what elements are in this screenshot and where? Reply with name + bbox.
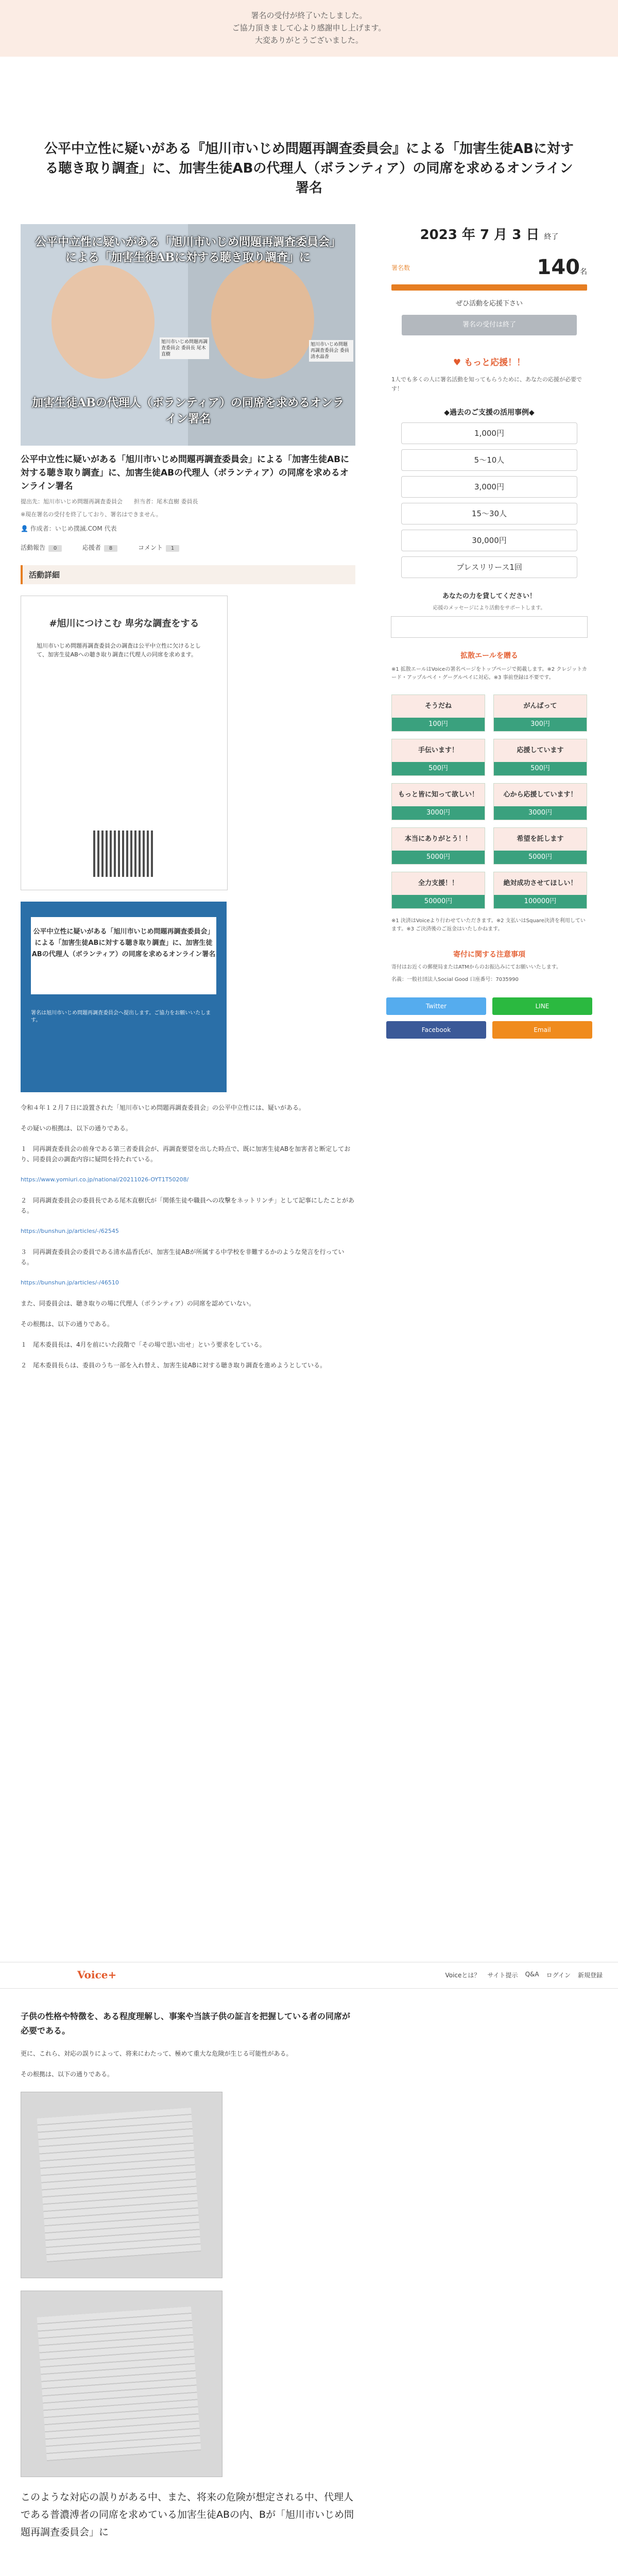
tab-label: 応援者: [82, 544, 101, 551]
person-portrait-right: [211, 260, 314, 379]
signature-count: [537, 256, 588, 279]
page-title: 公平中立性に疑いがある『旭川市いじめ問題再調査委員会』による「加害生徒ABに対する聴き取り調査」に、加害生徒ABの代理人（ボランティア）の同席を求めるオンライン署名: [44, 141, 574, 196]
tab-count: 8: [104, 545, 117, 552]
hero-image: [21, 224, 355, 446]
yell-option-label: もっと皆に知って欲しい！: [398, 791, 478, 799]
tab-count: 0: [48, 545, 62, 552]
yell-option-price: 300円: [494, 718, 587, 731]
yell-option-price: 500円: [494, 762, 587, 775]
body-paragraph: 更に、これら、対応の誤りによって、将来にわたって、極めて重大な危険が生じる可能性がある。: [21, 2050, 293, 2057]
tab-supporters[interactable]: [82, 543, 117, 552]
author-name: 作成者：いじめ撲滅.COM 代表: [30, 525, 117, 532]
reference-link[interactable]: https://bunshun.jp/articles/-/46510: [21, 1279, 119, 1286]
section-activity-details: 活動詳細: [21, 565, 355, 584]
body-paragraph: １ 尾木委員長は、4月を前にいた段階で「その場で思い出せ」という要求をしている。: [21, 1341, 266, 1348]
yell-option-label: 本当にありがとう！！: [404, 835, 472, 843]
usage-amount: 1,000円: [401, 422, 577, 444]
yell-option[interactable]: [391, 783, 485, 820]
document-text-lines: [37, 2307, 201, 2461]
name-plate-right: 旭川市いじめ問題再調査委員会 委員 清水晶香: [309, 340, 353, 362]
body-paragraph: ３ 同再調査委員会の委員である清水晶香氏が、加害生徒ABが所属する中学校を非難するかのような発言を行っている。: [21, 1248, 345, 1266]
yell-option[interactable]: [391, 872, 485, 909]
share-buttons: [386, 997, 592, 1039]
yell-option-label: 希望を託します: [517, 835, 564, 843]
petition-tabs: [21, 543, 355, 552]
nav-link-signup[interactable]: 新規登録: [577, 1972, 603, 1979]
usage-amount: 3,000円: [401, 476, 577, 498]
yell-option-label: 心から応援しています！: [503, 791, 577, 799]
yell-option[interactable]: [493, 739, 587, 776]
nav-link-faq[interactable]: Q&A: [525, 1971, 539, 1978]
payment-notes: ※1 決済はVoiceより行わせていただきます。※2 支払いはSquare決済を利用しています。※3 ご決済後のご返金はいたしかねます。: [391, 918, 586, 932]
banner-line-1: 署名の受付が終了いたしました。: [251, 11, 367, 20]
signature-closed-button[interactable]: 署名の受付は終了: [402, 315, 577, 335]
yell-option-price: 100円: [392, 718, 485, 731]
name-plate-left: 旭川市いじめ問題再調査委員会 委員長 尾木直樹: [160, 337, 209, 359]
site-logo[interactable]: Voice+: [77, 1969, 117, 1981]
tab-comments[interactable]: [138, 543, 179, 552]
body-paragraph: その根拠は、以下の通りである。: [21, 1320, 114, 1328]
poster-1-body: 旭川市いじめ問題再調査委員会の調査は公平中立性に欠けるとして、加害生徒ABへの聴き取り調査に代理人の同席を求めます。: [37, 642, 201, 658]
tab-count: 1: [166, 545, 179, 552]
cheer-message-input[interactable]: [391, 616, 588, 638]
banner-line-2: ご協力頂きまして心より感謝申し上げます。: [232, 23, 386, 32]
poster-2-title: 公平中立性に疑いがある「旭川市いじめ問題再調査委員会」による「加害生徒ABに対する聴き取り調査」に、加害生徒ABの代理人（ボランティア）の同席を求めるオンライン署名: [31, 917, 216, 994]
yell-option[interactable]: [493, 694, 587, 732]
cheer-subtext: 応援のメッセージにより活動をサポートします。: [433, 605, 546, 611]
author-line[interactable]: [21, 524, 355, 533]
expand-yell-notes: ※1 拡散エールはVoiceの署名ページをトップページで掲載します。※2 クレジットカード・アップルペイ・グーグルペイに対応。※3 事前登録は不要です。: [391, 667, 587, 681]
petition-body: [21, 1103, 355, 1370]
nav-link-about[interactable]: Voiceとは？: [445, 1972, 480, 1979]
yell-option[interactable]: [493, 827, 587, 865]
body-paragraph: ２ 尾木委員長らは、委員のうち一部を入れ替え、加害生徒ABに対する聴き取り調査を進めようとしている。: [21, 1362, 327, 1369]
usage-amount: 5〜10人: [401, 449, 577, 471]
signature-count-unit: 名: [580, 268, 587, 276]
main-column: [21, 224, 355, 1370]
petition-heading: 公平中立性に疑いがある「旭川市いじめ問題再調査委員会」による「加害生徒ABに対する聴き取り調査」に、加害生徒ABの代理人（ボランティア）の同席を求めるオンライン署名: [21, 454, 350, 492]
donation-text: 寄付はお近くの郵便局またはATMからのお振込みにてお願いいたします。: [391, 964, 562, 970]
petition-body-continued: [21, 1999, 355, 2541]
poster-1-title: #旭川につけこむ 卑劣な調査をする: [49, 618, 199, 629]
nav-link-site[interactable]: サイト提示: [487, 1972, 518, 1979]
petition-closed-note: ※現在署名の受付を終了しており、署名はできません。: [21, 511, 162, 518]
end-date: [381, 224, 597, 243]
poster-image-1: [21, 596, 228, 890]
petition-body-lower: [21, 2009, 355, 2079]
document-photo-2: [21, 2291, 222, 2477]
support-text: 1人でも多くの人に署名活動を知ってもらうために、あなたの応援が必要です！: [391, 376, 582, 392]
yell-option-label: がんばって: [523, 702, 557, 710]
user-icon: 👤: [21, 525, 28, 532]
body-paragraph: また、同委員会は、聴き取りの場に代理人（ボランティア）の同席を認めていない。: [21, 1300, 255, 1307]
yell-option-price: 50000円: [392, 895, 485, 908]
signed-label: 署名数: [391, 264, 410, 272]
bank-info: 名義：一般社団法人Social Good 口座番号：7035990: [391, 977, 519, 982]
tab-label: 活動報告: [21, 544, 46, 551]
qr-code-icon: [93, 831, 155, 877]
twitter-share-button[interactable]: Twitter: [386, 997, 486, 1015]
expand-yell-title: 拡散エールを贈る: [460, 652, 518, 660]
document-photo-1: [21, 2092, 222, 2278]
person-portrait-left: [52, 265, 154, 379]
reference-link[interactable]: https://bunshun.jp/articles/-/62545: [21, 1228, 119, 1234]
yell-option[interactable]: [391, 827, 485, 865]
cheer-prompt: あなたの力を貸してください！: [442, 592, 536, 600]
signature-sidebar: [381, 224, 597, 1039]
yell-option-label: 絶対成功させてほしい！: [503, 879, 577, 887]
closed-banner: [0, 0, 618, 57]
usage-amount: プレスリリース1回: [401, 556, 577, 578]
yell-option[interactable]: [493, 783, 587, 820]
facebook-share-button[interactable]: Facebook: [386, 1021, 486, 1039]
poster-2-body: 署名は旭川市いじめ問題再調査委員会へ提出します。ご協力をお願いいたします。: [31, 1010, 211, 1023]
yell-option[interactable]: [391, 694, 485, 732]
body-paragraph: １ 同再調査委員会の前身である第三者委員会が、再調査要望を出した時点で、既に加害生徒ABを加害者と断定しており、同委員会の調査内容に疑問を持たれている。: [21, 1145, 351, 1163]
yell-option-price: 500円: [392, 762, 485, 775]
hero-caption-bottom: 加害生徒ABの代理人（ボランティア）の同席を求めるオンライン署名: [32, 396, 344, 426]
yell-option-price: 3000円: [494, 806, 587, 820]
usage-examples-title: ◆過去のご支援の活用事例◆: [444, 409, 535, 417]
signature-count-value: 140: [537, 256, 580, 279]
hero-caption-top: 公平中立性に疑いがある「旭川市いじめ問題再調査委員会」による「加害生徒ABに対する聴き取り調査」に: [35, 235, 341, 264]
support-title-text: もっと応援！！: [464, 358, 526, 368]
yell-option-label: 応援しています: [517, 747, 564, 754]
body-paragraph: その疑いの根拠は、以下の通りである。: [21, 1125, 132, 1132]
yell-option[interactable]: [493, 872, 587, 909]
tab-activity-report[interactable]: [21, 543, 62, 552]
document-text-lines: [37, 2108, 201, 2262]
yell-options-grid: [391, 694, 587, 909]
tab-label: コメント: [138, 544, 163, 551]
usage-amount: 15〜30人: [401, 503, 577, 524]
yell-option[interactable]: [391, 739, 485, 776]
nav-link-login[interactable]: ログイン: [546, 1972, 571, 1979]
share-prompt: ぜひ活動を応援下さい: [455, 300, 523, 308]
line-share-button[interactable]: LINE: [492, 997, 592, 1015]
petition-recipients: 提出先：旭川市いじめ問題再調査委員会 担当者：尾木直樹 委員長: [21, 498, 198, 505]
poster-image-2: [21, 902, 227, 1092]
end-date-suffix: 終了: [544, 233, 559, 241]
body-paragraph: 令和４年１２月７日に設置された「旭川市いじめ問題再調査委員会」の公平中立性には、疑いがある。: [21, 1104, 305, 1111]
usage-amount: 30,000円: [401, 530, 577, 551]
yell-option-price: 3000円: [392, 806, 485, 820]
site-header: [0, 1962, 618, 1989]
email-share-button[interactable]: Email: [492, 1021, 592, 1039]
body-paragraph: その根拠は、以下の通りである。: [21, 2071, 114, 2078]
yell-option-label: 全力支援！！: [418, 879, 458, 887]
support-title: [381, 355, 597, 368]
heart-icon: ♥: [453, 358, 461, 368]
signature-progress-bar: [391, 284, 587, 291]
closing-paragraph: このような対応の誤りがある中、また、将来の危険が想定される中、代理人である普濃溥者の同席を求めている加害生徒ABの内、Bが「旭川市いじめ問題再調査委員会」に: [21, 2492, 354, 2538]
yell-option-price: 5000円: [392, 851, 485, 864]
emphasis-paragraph: 子供の性格や特徴を、ある程度理解し、事案や当該子供の証言を把握している者の同席が必要である。: [21, 2011, 351, 2036]
yell-option-label: そうだね: [424, 702, 452, 710]
banner-line-3: 大変ありがとうございました。: [254, 36, 363, 45]
signature-count-row: [381, 256, 597, 279]
yell-option-price: 100000円: [494, 895, 587, 908]
reference-link[interactable]: https://www.yomiuri.co.jp/national/20211026-OYT1T50208/: [21, 1176, 189, 1183]
body-paragraph: ２ 同再調査委員会の委員長である尾木直樹氏が「関係生徒や職員への攻撃をネットリンチ」として記事にしたことがある。: [21, 1197, 355, 1214]
yell-option-label: 手伝います！: [418, 747, 458, 754]
donation-title: 寄付に関する注意事項: [453, 951, 525, 959]
yell-option-price: 5000円: [494, 851, 587, 864]
header-nav: [445, 1971, 603, 1979]
end-date-value: 2023 年 7 月 3 日: [420, 227, 540, 243]
